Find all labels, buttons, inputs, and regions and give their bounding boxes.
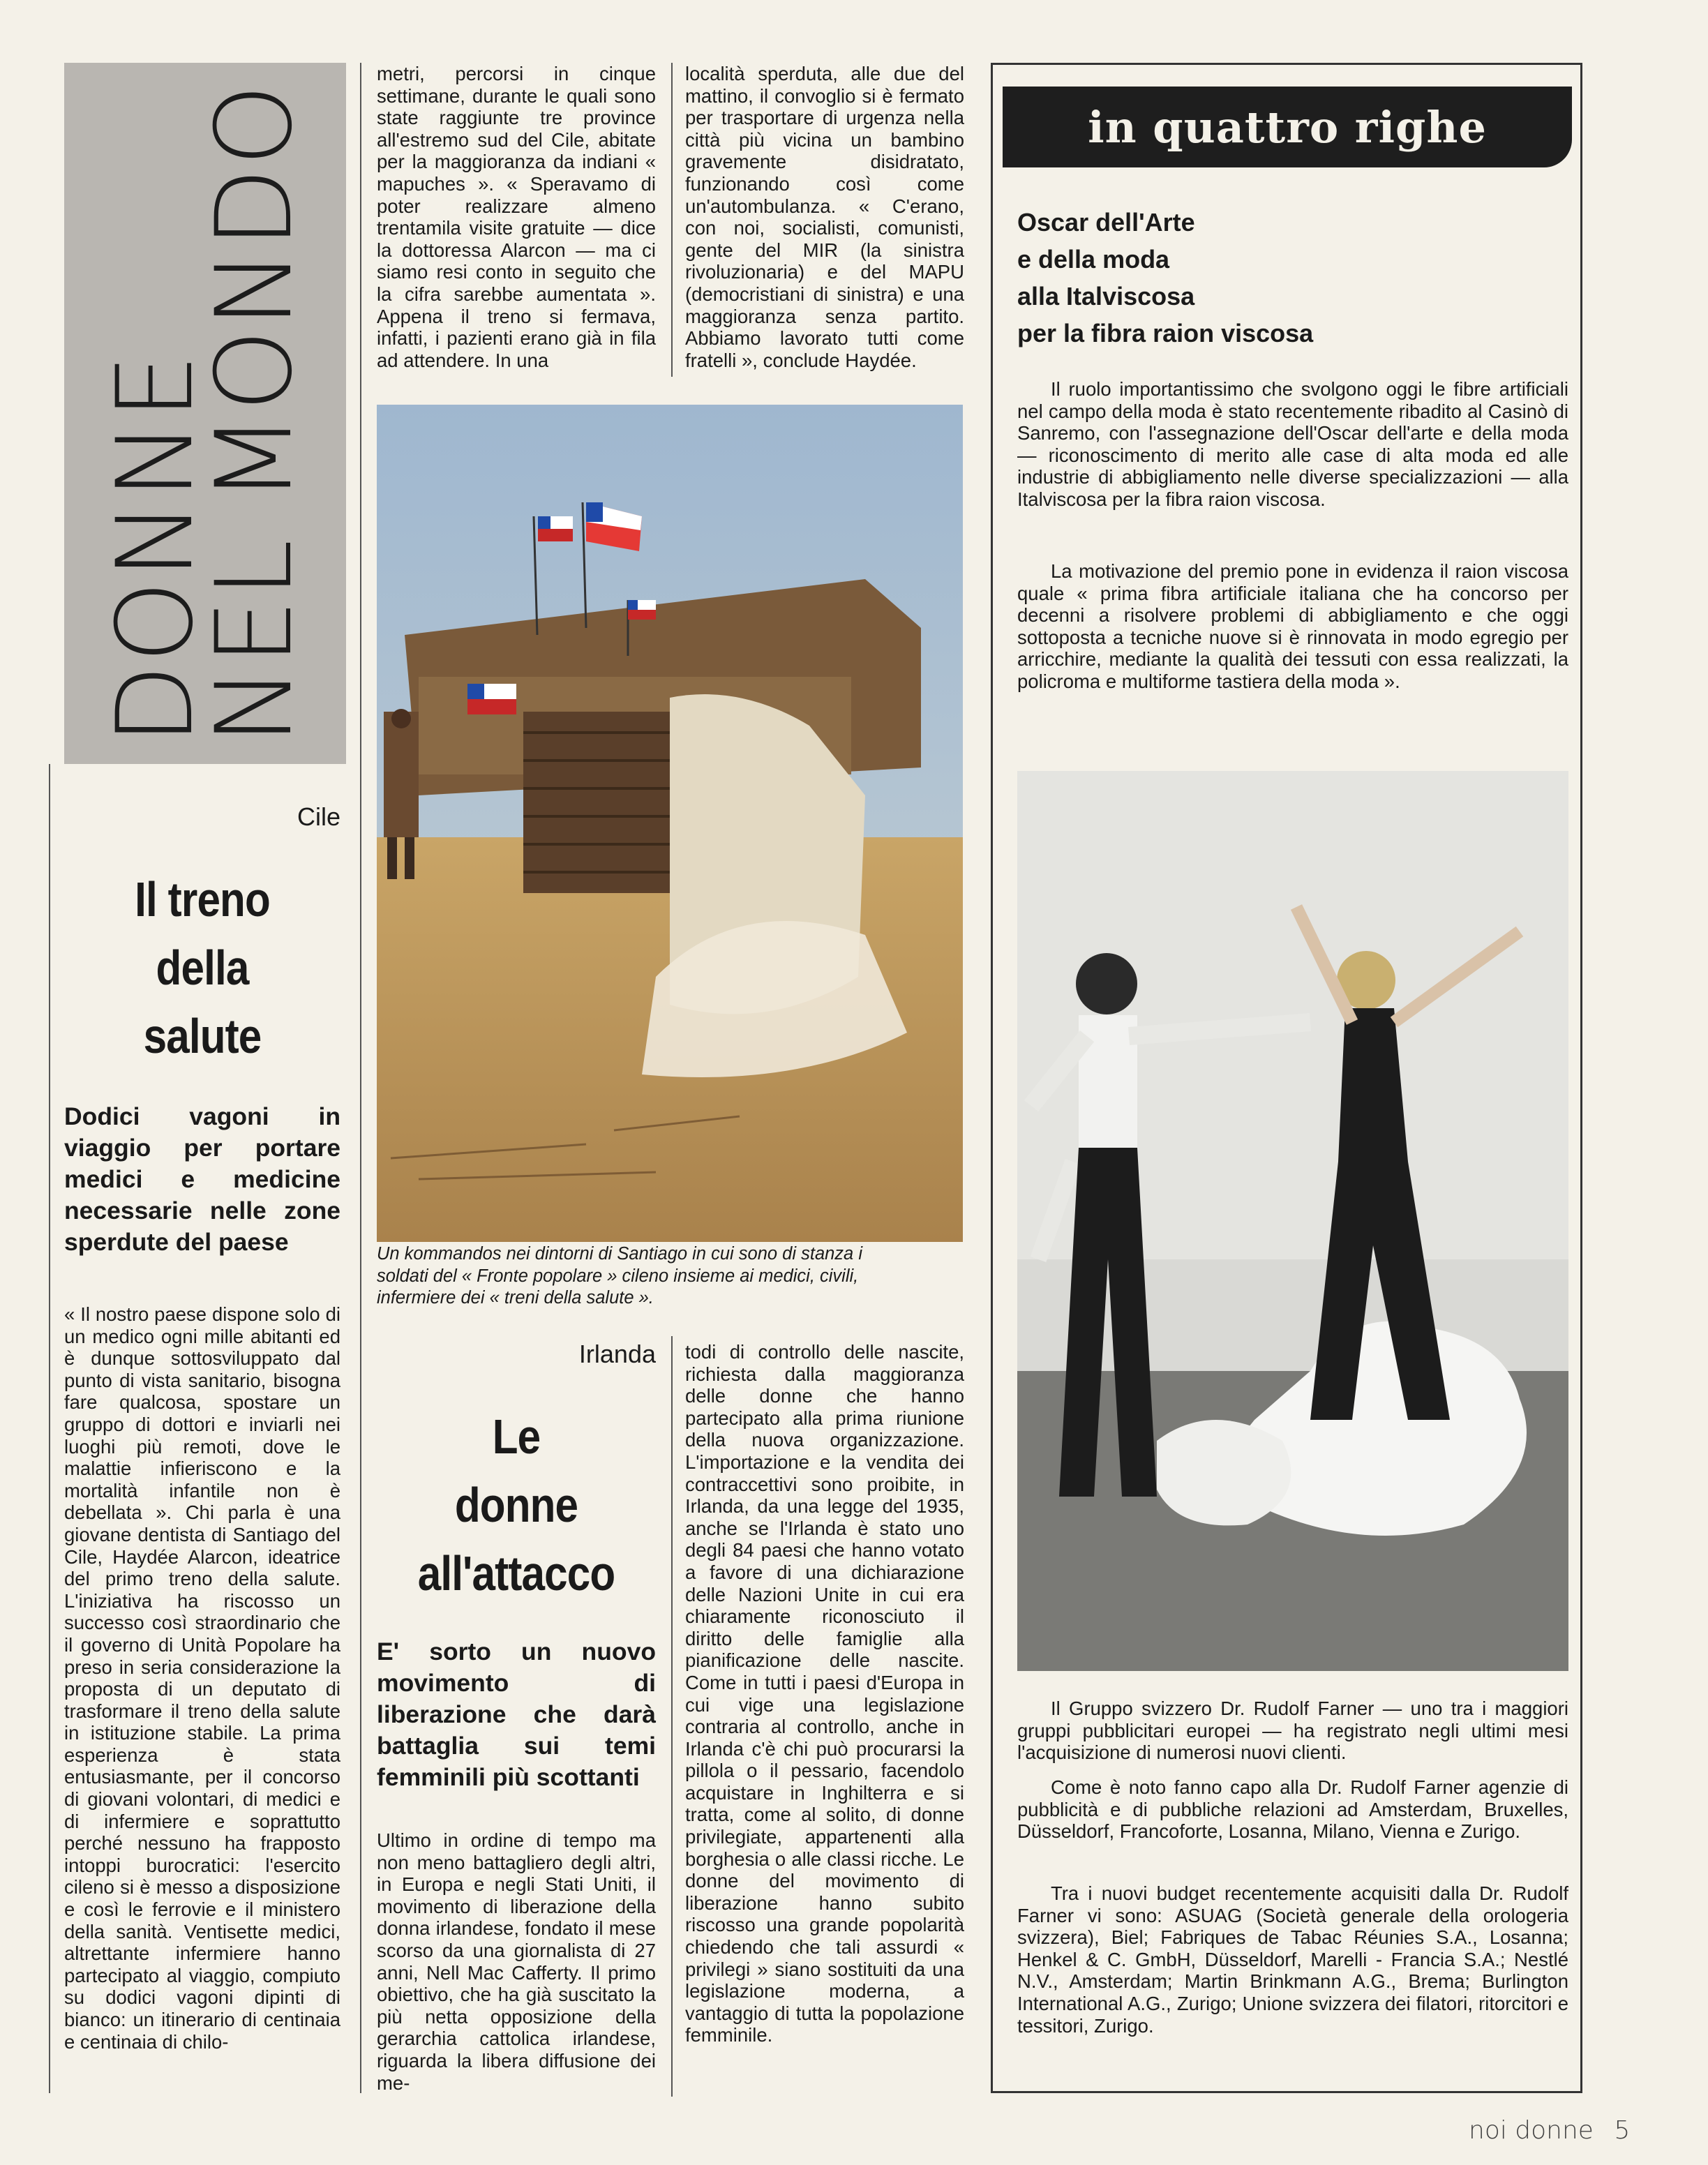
- section-title-line2: NEL MONDO: [194, 82, 315, 745]
- sidebar-banner: [1003, 87, 1572, 167]
- oscar-body-para2: La motivazione del premio pone in evidenza il raion viscosa quale « prima fibra artificiale italiana che ha concorso per decenni a risolvere problemi di abbigliamento e che oggi sottoposta a tecniche nuove si è rinnovata in modo egregio per arricchire, mediante la qualità dei tessuti con essa realizzati, la policroma e multiforme tastiera della moda ».: [1017, 560, 1574, 692]
- oscar-headline: [1017, 204, 1506, 352]
- encampment-illustration: [377, 405, 963, 1242]
- headline-line: Il treno: [135, 872, 270, 927]
- column-rule: [49, 764, 50, 2093]
- headline-line: Le: [492, 1409, 541, 1464]
- page-footer: [1469, 2116, 1630, 2145]
- kicker-irlanda: Irlanda: [578, 1340, 656, 1368]
- dancers-illustration: [1017, 771, 1568, 1671]
- body-irlanda-col2: todi di controllo delle nascite, richiesta dalla maggioranza delle donne che hanno partecipato alla prima riunione della nuova organizzazione. L'importazione e la vendita dei contraccettivi sono proibite, in Irlanda, da una legge del 1935, anche se l'Irlanda è stato uno degli 84 paesi che hanno votato a favore di una dichiarazione delle Nazioni Unite in cui era chiaramente riconosciuto il diritto delle famiglie alla pianificazione delle nascite. Come in tutti i paesi d'Europa in cui vige una legislazione contraria al controllo, anche in Irlanda c'è chi può procurarsi la pillola o il pessario, facendolo acquistare in Inghilterra e si tratta, come al solito, di donne privilegiate, appartenenti alla borghesia o alle classi ricche. Le donne del movimento di liberazione hanno subito riscosso una grande popolarità chiedendo che tali assurdi « privilegi » siano sostituiti da una legislazione moderna, a vantaggio di tutta la popolazione femminile.: [685, 1341, 970, 2046]
- body-cile-col3: località sperduta, alle due del mattino, il convoglio si è fermato per trasportare di urgenza nella città più vicina un bambino gravemente disidratato, funzionando così come un'autombulanza. « C'erano, con noi, socialisti, comunisti, gente del MIR (la sinistra rivoluzionaria) e del MAPU (democristiani di sinistra) e una maggioranza senza partito. Abbiamo lavorato tutti come fratelli », conclude Haydée.: [685, 63, 970, 371]
- photo-encampment: [377, 405, 963, 1242]
- oscar-headline-line: Oscar dell'Arte: [1017, 208, 1195, 237]
- section-title-line1: DONNE: [95, 352, 216, 745]
- oscar-body-para1: Il ruolo importantissimo che svolgono oggi le fibre artificiali nel campo della moda è stato recentemente ribadito al Casinò di Sanremo, con l'assegnazione dell'Oscar dell'arte e della moda — riconoscimento di merito alle case di alta moda ed alle industrie di abbigliamento nelle diverse specializzazioni — alla Italviscosa per la fibra raion viscosa.: [1017, 378, 1574, 510]
- column-rule: [671, 1336, 673, 2097]
- page-number: 5: [1614, 2116, 1631, 2145]
- headline-line: salute: [143, 1009, 262, 1063]
- body-cile-col1: « Il nostro paese dispone solo di un medico ogni mille abitanti ed è dunque sottosviluppato dal punto di vista sanitario, bisogna fare qualcosa, spostare un gruppo di dottori e inviarli nei luoghi più remoti, dove le malattie infieriscono e la mortalità infantile non è debellata ». Chi parla è una giovane dentista di Santiago del Cile, Haydée Alarcon, ideatrice del primo treno della salute. L'iniziativa ha riscosso un successo così straordinario che il governo di Unità Popolare ha preso in seria considerazione la proposta di un deputato di trasformare il treno della salute in istituzione stabile. La prima esperienza è stata entusiasmante, per il concorso di giovani volontari, di medici e di infermiere e soprattutto perché nessuno ha frapposto intoppi burocratici: l'esercito cileno si è messo a disposizione e così le ferrovie e il ministero della sanità. Ventisette medici, altrettante infermiere hanno partecipato al viaggio, compiuto su dodici vagoni dipinti di bianco: un itinerario di centinaia e centinaia di chilo-: [64, 1303, 346, 2053]
- oscar-headline-line: e della moda: [1017, 245, 1170, 274]
- column-rule: [671, 63, 673, 377]
- body-irlanda-col1: Ultimo in ordine di tempo ma non meno battagliero degli altri, in Europa e negli Stati Uniti, il movimento di liberazione della donna irlandese, fondato il mese scorso da una giornalista di 27 anni, Nell Mac Cafferty. Il primo obiettivo, che ha già suscitato la più netta opposizione della gerarchia cattolica irlandese, riguarda la libera diffusione dei me-: [377, 1829, 661, 2094]
- body-cile-col2: metri, percorsi in cinque settimane, durante le quali sono state raggiunte tre province all'estremo sud del Cile, abitate per la maggioranza da indiani « mapuches ». « Speravamo di poter realizzare almeno trentamila visite gratuite — dice la dottoressa Alarcon — ma ci siamo resi conto in seguito che la cifra sarebbe aumentata ». Appena il treno si fermava, infatti, i pazienti erano già in fila ad attendere. In una: [377, 63, 661, 371]
- oscar-headline-line: alla Italviscosa: [1017, 282, 1195, 310]
- farner-body-para1: Il Gruppo svizzero Dr. Rudolf Farner — uno tra i maggiori gruppi pubblicitari europei — ha registrato negli ultimi mesi l'acquisizione di numerosi nuovi clienti.: [1017, 1698, 1574, 1764]
- oscar-headline-line: per la fibra raion viscosa: [1017, 319, 1314, 347]
- farner-body-para2: Come è noto fanno capo alla Dr. Rudolf Farner agenzie di pubblicità e di pubbliche relazioni ad Amsterdam, Bruxelles, Düsseldorf, Francoforte, Losanna, Milano, Vienna e Zurigo.: [1017, 1776, 1574, 1843]
- headline-irlanda: [363, 1402, 670, 1608]
- deck-cile: Dodici vagoni in viaggio per portare medici e medicine necessarie nelle zone sperdute del paese: [64, 1102, 340, 1256]
- headline-line: donne: [454, 1478, 578, 1532]
- headline-line: all'attacco: [417, 1546, 615, 1601]
- photo-caption: Un kommandos nei dintorni di Santiago in cui sono di stanza i soldati del « Fronte popolare » cileno insieme ai medici, civili, infermiere dei « treni della salute ».: [377, 1244, 862, 1308]
- banner-title: in quattro righe: [1088, 101, 1487, 153]
- kicker-cile: Cile: [297, 802, 340, 831]
- headline-cile: [64, 865, 340, 1070]
- photo-dancers: [1017, 771, 1568, 1671]
- column-rule: [360, 63, 361, 2093]
- farner-body-para3: Tra i nuovi budget recentemente acquisiti dalla Dr. Rudolf Farner vi sono: ASUAG (Società generale della orologeria svizzera), Biel; Fabriques de Tabac Réunies S.A., Losanna; Henkel & C. GmbH, Düsseldorf, Marelli - Francia S.A.; Nestlé N.V., Amsterdam; Martin Brinkmann A.G., Brema; Burlington International A.G., Zurigo; Unione svizzera dei filatori, ritorcitori e tessitori, Zurigo.: [1017, 1882, 1574, 2037]
- section-banner: [64, 63, 346, 764]
- magazine-name: noi donne: [1469, 2116, 1594, 2145]
- headline-line: della: [156, 941, 249, 995]
- deck-irlanda: E' sorto un nuovo movimento di liberazione che darà battaglia sui temi femminili più scottanti: [377, 1638, 656, 1791]
- section-title: [95, 82, 315, 745]
